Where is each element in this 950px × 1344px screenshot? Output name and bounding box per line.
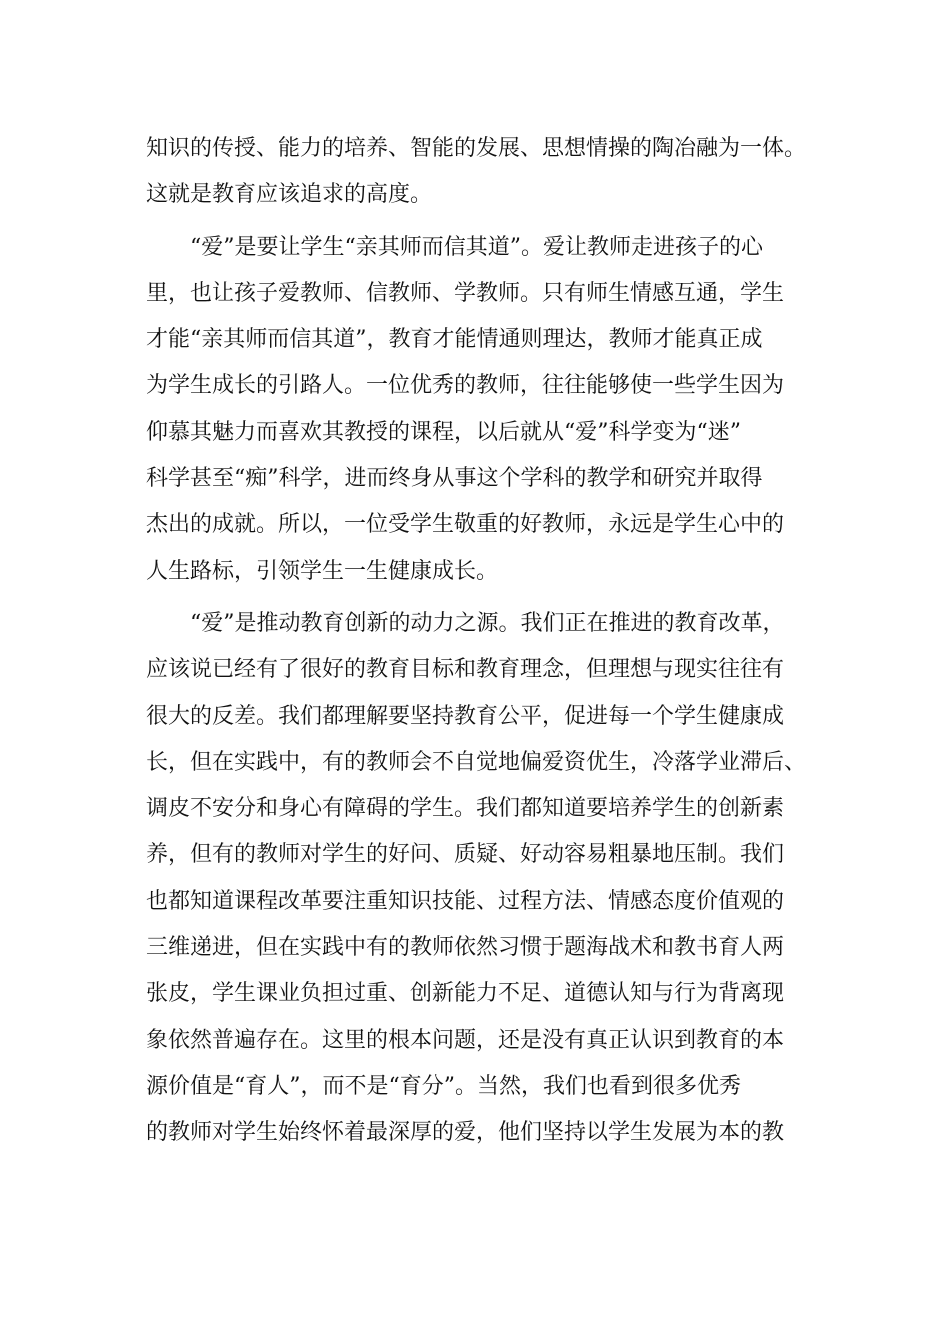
text-line: 的教师对学生始终怀着最深厚的爱，他们坚持以学生发展为本的教 — [146, 1120, 785, 1146]
text-line: 长，但在实践中，有的教师会不自觉地偏爱资优生，冷落学业滞后、 — [146, 749, 807, 775]
text-line: 张皮，学生课业负担过重、创新能力不足、道德认知与行为背离现 — [146, 981, 785, 1007]
text-line: 为学生成长的引路人。一位优秀的教师，往往能够使一些学生因为 — [146, 373, 785, 399]
text-line: 应该说已经有了很好的教育目标和教育理念，但理想与现实往往有 — [146, 657, 785, 683]
body-text — [146, 126, 810, 1157]
text-line: 科学甚至“痴”科学，进而终身从事这个学科的教学和研究并取得 — [146, 466, 763, 492]
text-line: 里，也让孩子爱教师、信教师、学教师。只有师生情感互通，学生 — [146, 280, 785, 306]
text-line: 养，但有的教师对学生的好问、质疑、好动容易粗暴地压制。我们 — [146, 842, 785, 868]
text-line: 三维递进，但在实践中有的教师依然习惯于题海战术和教书育人两 — [146, 935, 785, 961]
paragraph-2 — [146, 225, 810, 595]
text-line: 象依然普遍存在。这里的根本问题，还是没有真正认识到教育的本 — [146, 1027, 785, 1053]
text-line: “爱”是推动教育创新的动力之源。我们正在推进的教育改革， — [146, 610, 785, 636]
text-line: 知识的传授、能力的培养、智能的发展、思想情操的陶冶融为一体。 — [146, 136, 807, 161]
text-line: “爱”是要让学生“亲其师而信其道”。爱让教师走进孩子的心 — [146, 234, 763, 260]
text-line: 源价值是“育人”，而不是“育分”。当然，我们也看到很多优秀 — [146, 1073, 741, 1099]
text-line: 调皮不安分和身心有障碍的学生。我们都知道要培养学生的创新素 — [146, 796, 785, 822]
text-line: 才能“亲其师而信其道”，教育才能情通则理达，教师才能真正成 — [146, 327, 763, 353]
text-line: 杰出的成就。所以，一位受学生敬重的好教师，永远是学生心中的 — [146, 512, 785, 538]
text-line: 这就是教育应该追求的高度。 — [146, 182, 433, 208]
paragraph-1 — [146, 126, 810, 219]
paragraph-3 — [146, 601, 810, 1157]
text-line: 人生路标，引领学生一生健康成长。 — [146, 558, 499, 584]
text-line: 也都知道课程改革要注重知识技能、过程方法、情感态度价值观的 — [146, 888, 785, 914]
text-line: 仰慕其魅力而喜欢其教授的课程，以后就从“爱”科学变为“迷” — [146, 419, 741, 445]
text-line: 很大的反差。我们都理解要坚持教育公平，促进每一个学生健康成 — [146, 703, 785, 729]
